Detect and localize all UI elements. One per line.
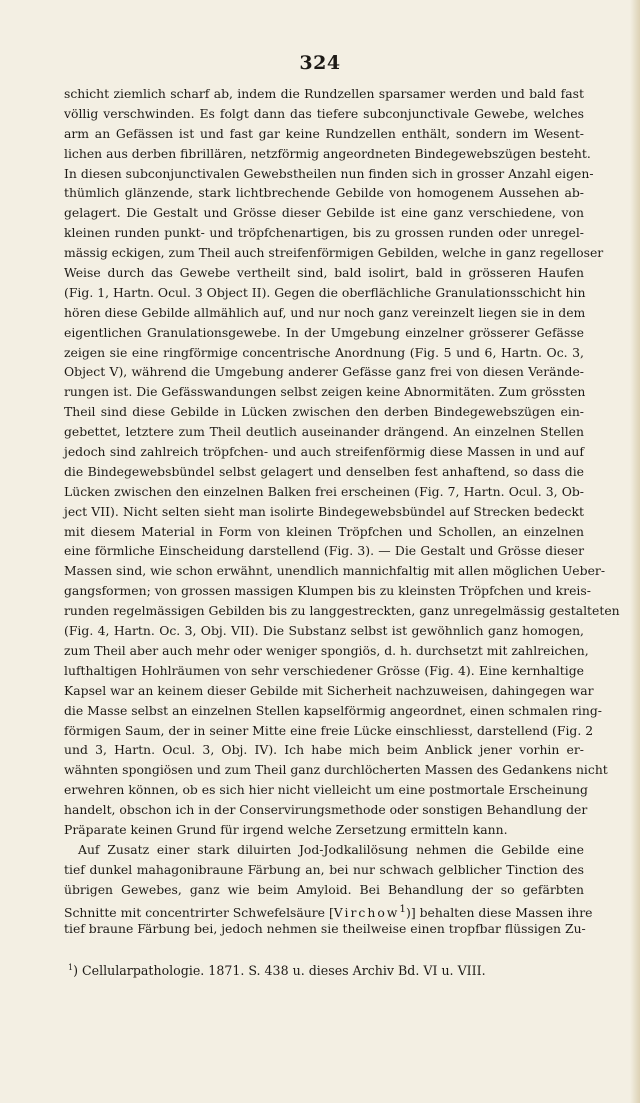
text-line: Massen sind, wie schon erwähnt, unendlich mannichfaltig mit allen möglichen Ueber- bbox=[64, 563, 606, 579]
text-line: Lücken zwischen den einzelnen Balken frei erscheinen (Fig. 7, Hartn. Ocul. 3, Ob- bbox=[64, 483, 584, 499]
text-line: mässig eckigen, zum Theil auch streifenförmigen Gebilden, welche in ganz regelloser bbox=[64, 245, 604, 261]
text-line: hören diese Gebilde allmählich auf, und nur noch ganz vereinzelt liegen sie in dem bbox=[64, 304, 586, 320]
text-line: Object V), während die Umgebung anderer Gefässe ganz frei von diesen Verände- bbox=[64, 364, 584, 380]
text-line: (Fig. 4, Hartn. Oc. 3, Obj. VII). Die Substanz selbst ist gewöhnlich ganz homogen, bbox=[64, 623, 584, 639]
author-name: Virchow bbox=[333, 904, 400, 920]
footnote-marker: 1 bbox=[68, 963, 74, 972]
text-line: wähnten spongiösen und zum Theil ganz durchlöcherten Massen des Gedankens nicht bbox=[64, 762, 608, 778]
text-line: zum Theil aber auch mehr oder weniger spongiös, d. h. durchsetzt mit zahlreichen, bbox=[64, 642, 589, 658]
text-line: thümlich glänzende, stark lichtbrechende Gebilde von homogenem Aussehen ab- bbox=[64, 185, 584, 201]
text-line: Kapsel war an keinem dieser Gebilde mit Sicherheit nachzuweisen, dahingegen war bbox=[64, 682, 594, 698]
text-line: kleinen runden punkt- und tröpfchenartigen, bis zu grossen runden oder unregel- bbox=[64, 225, 584, 241]
text-line: runden regelmässigen Gebilden bis zu langgestreckten, ganz unregelmässig gestalteten bbox=[64, 603, 620, 619]
text-line: eigentlichen Granulationsgewebe. In der Umgebung einzelner grösserer Gefässe bbox=[64, 324, 584, 340]
text-line: lichen aus derben fibrillären, netzförmig angeordneten Bindegewebszügen besteht. bbox=[64, 145, 591, 161]
text-line: Theil sind diese Gebilde in Lücken zwischen den derben Bindegewebszügen ein- bbox=[64, 404, 584, 420]
text-line bbox=[64, 900, 593, 920]
text-fragment: Schnitte mit concentrirter Schwefelsäure [ bbox=[64, 904, 334, 920]
text-line: eine förmliche Einscheidung darstellend (Fig. 3). — Die Gestalt und Grösse dieser bbox=[64, 543, 584, 559]
text-line: die Bindegewebsbündel selbst gelagert und denselben fest anhaftend, so dass die bbox=[64, 463, 584, 479]
body-text bbox=[64, 84, 620, 939]
text-line: rungen ist. Die Gefässwandungen selbst zeigen keine Abnormitäten. Zum grössten bbox=[64, 384, 586, 400]
text-line: arm an Gefässen ist und fast gar keine Rundzellen enthält, sondern im Wesent- bbox=[64, 125, 584, 141]
text-fragment: )] behalten diese Massen ihre bbox=[405, 904, 593, 920]
text-line: schicht ziemlich scharf ab, indem die Rundzellen sparsamer werden und bald fast bbox=[64, 86, 584, 101]
text-line: tief braune Färbung bei, jedoch nehmen sie theilweise einen tropfbar flüssigen Zu- bbox=[64, 921, 586, 937]
text-line: (Fig. 1, Hartn. Ocul. 3 Object II). Gegen die oberflächliche Granulationsschicht hin bbox=[64, 284, 586, 300]
footnote-text: ) Cellularpathologie. 1871. S. 438 u. dieses Archiv Bd. VI u. VIII. bbox=[73, 963, 486, 979]
text-line: In diesen subconjunctivalen Gewebstheilen nun finden sich in grosser Anzahl eigen- bbox=[64, 165, 594, 181]
page-number: 324 bbox=[299, 52, 341, 74]
text-line: jedoch sind zahlreich tröpfchen- und auch streifenförmig diese Massen in und auf bbox=[64, 444, 584, 460]
text-line: förmigen Saum, der in seiner Mitte eine freie Lücke einschliesst, darstellend (Fig. 2 bbox=[64, 722, 594, 738]
text-line: mit diesem Material in Form von kleinen Tröpfchen und Schollen, an einzelnen bbox=[64, 523, 584, 539]
text-line: tief dunkel mahagonibraune Färbung an, bei nur schwach gelblicher Tinction des bbox=[64, 861, 584, 877]
text-line: gangsformen; von grossen massigen Klumpen bis zu kleinsten Tröpfchen und kreis- bbox=[64, 583, 591, 599]
text-line: gebettet, letztere zum Theil deutlich auseinander drängend. An einzelnen Stellen bbox=[64, 424, 584, 440]
footnote bbox=[68, 958, 584, 981]
text-line: die Masse selbst an einzelnen Stellen kapselförmig angeordnet, einen schmalen ring- bbox=[64, 702, 602, 718]
text-line: Präparate keinen Grund für irgend welche Zersetzung ermitteln kann. bbox=[64, 821, 508, 837]
text-line: gelagert. Die Gestalt und Grösse dieser Gebilde ist eine ganz verschiedene, von bbox=[64, 205, 584, 221]
text-line: übrigen Gewebes, ganz wie beim Amyloid. Bei Behandlung der so gefärbten bbox=[64, 881, 584, 897]
text-line: Auf Zusatz einer stark diluirten Jod-Jodkalilösung nehmen die Gebilde eine bbox=[78, 841, 584, 857]
text-line: zeigen sie eine ringförmige concentrische Anordnung (Fig. 5 und 6, Hartn. Oc. 3, bbox=[64, 344, 584, 360]
text-line: ject VII). Nicht selten sieht man isolirte Bindegewebsbündel auf Strecken bedeckt bbox=[64, 503, 584, 519]
page-edge-shade bbox=[630, 0, 640, 1103]
text-line: völlig verschwinden. Es folgt dann das tiefere subconjunctivale Gewebe, welches bbox=[64, 105, 584, 121]
text-line: lufthaltigen Hohlräumen von sehr verschiedener Grösse (Fig. 4). Eine kernhaltige bbox=[64, 662, 584, 678]
text-line: und 3, Hartn. Ocul. 3, Obj. IV). Ich habe mich beim Anblick jener vorhin er- bbox=[64, 742, 584, 758]
text-line: Weise durch das Gewebe vertheilt sind, bald isolirt, bald in grösseren Haufen bbox=[64, 265, 584, 281]
footnote-ref: 1 bbox=[399, 902, 406, 915]
text-line: handelt, obschon ich in der Conservirungsmethode oder sonstigen Behandlung der bbox=[64, 802, 588, 818]
text-line: erwehren können, ob es sich hier nicht vielleicht um eine postmortale Erscheinung bbox=[64, 782, 588, 798]
